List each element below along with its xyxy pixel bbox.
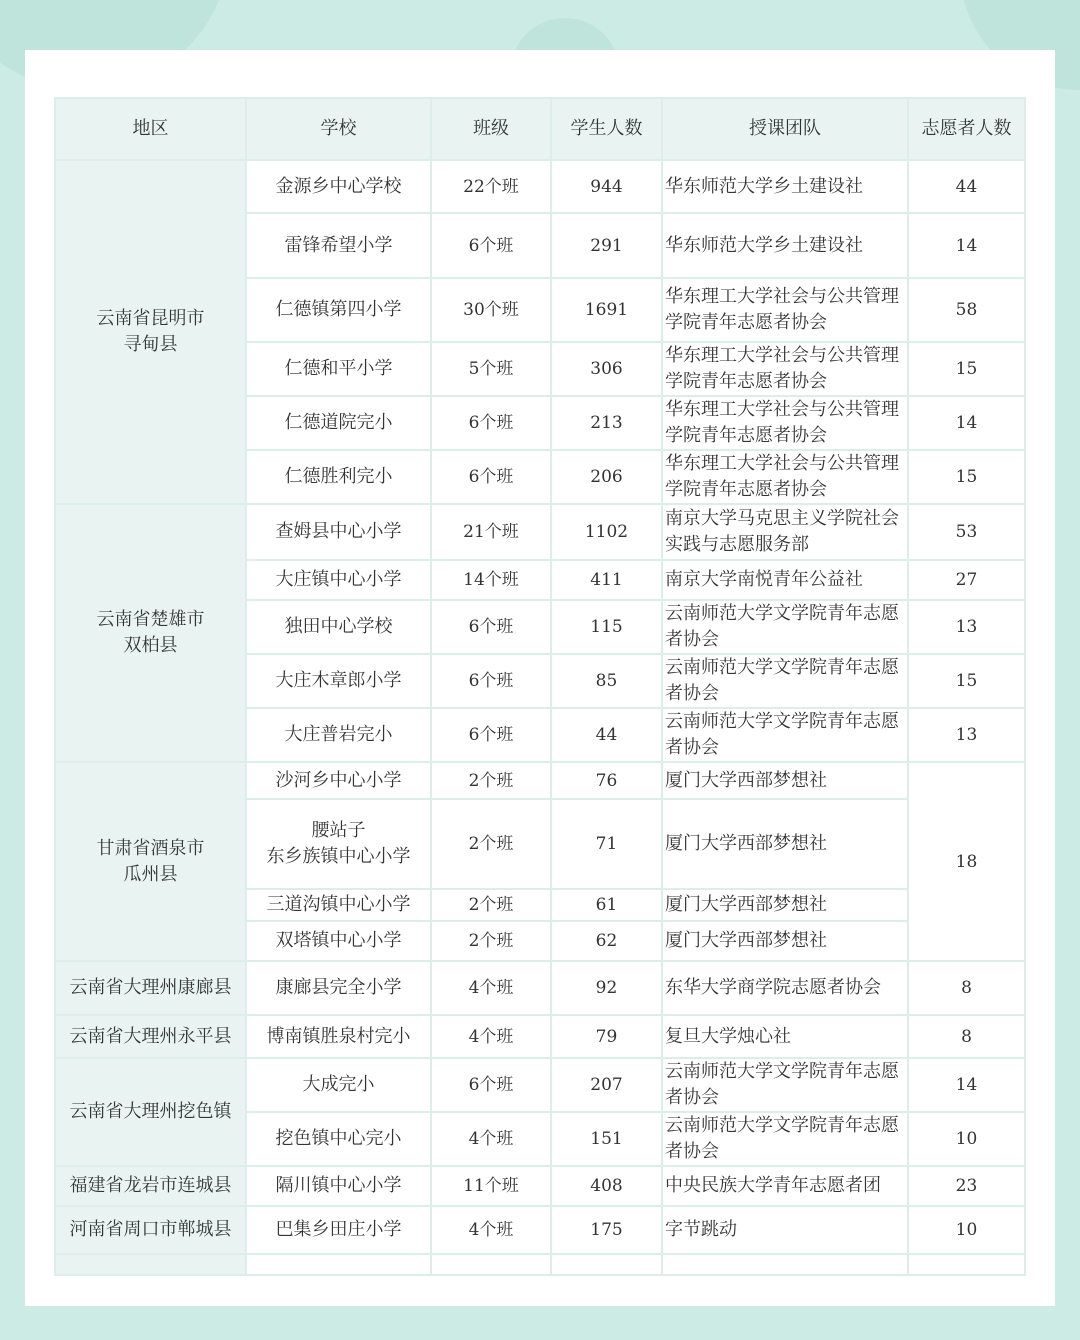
table-row [55,1166,1025,1206]
team-cell: 云南师范大学文学院青年志愿者协会 [662,708,908,762]
students-cell: 151 [551,1112,662,1166]
header-region: 地区 [55,98,246,160]
region-cell: 云南省大理州永平县 [55,1015,246,1058]
school-cell: 博南镇胜泉村完小 [246,1015,431,1058]
school-cell: 康廊县完全小学 [246,961,431,1015]
table-card [25,50,1055,1306]
team-cell: 东华大学商学院志愿者协会 [662,961,908,1015]
volunteers-cell: 14 [908,396,1025,450]
schools-table [54,97,1026,1276]
empty-cell [551,1254,662,1275]
volunteers-cell: 10 [908,1206,1025,1254]
school-cell: 大成完小 [246,1058,431,1112]
team-cell: 南京大学马克思主义学院社会实践与志愿服务部 [662,504,908,560]
table-row [55,160,1025,213]
volunteers-cell: 13 [908,708,1025,762]
volunteers-cell: 44 [908,160,1025,213]
students-cell: 1102 [551,504,662,560]
team-cell: 华东理工大学社会与公共管理学院青年志愿者协会 [662,450,908,504]
header-row [55,98,1025,160]
header-students: 学生人数 [551,98,662,160]
team-cell: 华东理工大学社会与公共管理学院青年志愿者协会 [662,342,908,396]
region-cell: 云南省楚雄市 双柏县 [55,504,246,762]
classes-cell: 22个班 [431,160,551,213]
school-cell: 三道沟镇中心小学 [246,889,431,921]
table-row [55,762,1025,799]
students-cell: 206 [551,450,662,504]
students-cell: 62 [551,921,662,961]
team-cell: 中央民族大学青年志愿者团 [662,1166,908,1206]
team-cell: 南京大学南悦青年公益社 [662,560,908,600]
students-cell: 71 [551,799,662,889]
volunteers-cell: 14 [908,1058,1025,1112]
region-cell: 甘肃省酒泉市 瓜州县 [55,762,246,961]
classes-cell: 14个班 [431,560,551,600]
empty-cell [662,1254,908,1275]
classes-cell: 6个班 [431,708,551,762]
region-cell: 云南省昆明市 寻甸县 [55,160,246,504]
volunteers-cell: 14 [908,213,1025,278]
students-cell: 213 [551,396,662,450]
school-cell: 双塔镇中心小学 [246,921,431,961]
students-cell: 291 [551,213,662,278]
school-cell: 挖色镇中心完小 [246,1112,431,1166]
empty-cell [246,1254,431,1275]
team-cell: 华东师范大学乡土建设社 [662,213,908,278]
empty-cell [431,1254,551,1275]
table-row [55,1206,1025,1254]
team-cell: 复旦大学烛心社 [662,1015,908,1058]
classes-cell: 6个班 [431,1058,551,1112]
table-row [55,504,1025,560]
volunteers-cell: 58 [908,278,1025,342]
volunteers-cell: 53 [908,504,1025,560]
team-cell: 厦门大学西部梦想社 [662,921,908,961]
school-cell: 大庄普岩完小 [246,708,431,762]
school-cell: 查姆县中心小学 [246,504,431,560]
school-cell: 沙河乡中心小学 [246,762,431,799]
volunteers-cell: 15 [908,654,1025,708]
classes-cell: 21个班 [431,504,551,560]
school-cell: 仁德道院完小 [246,396,431,450]
team-cell: 厦门大学西部梦想社 [662,799,908,889]
school-cell: 大庄木章郎小学 [246,654,431,708]
table-row [55,1058,1025,1112]
students-cell: 44 [551,708,662,762]
team-cell: 厦门大学西部梦想社 [662,889,908,921]
classes-cell: 4个班 [431,961,551,1015]
volunteers-cell: 18 [908,762,1025,961]
team-cell: 云南师范大学文学院青年志愿者协会 [662,600,908,654]
students-cell: 175 [551,1206,662,1254]
students-cell: 92 [551,961,662,1015]
volunteers-cell: 15 [908,342,1025,396]
region-cell: 河南省周口市郸城县 [55,1206,246,1254]
team-cell: 云南师范大学文学院青年志愿者协会 [662,1058,908,1112]
classes-cell: 6个班 [431,654,551,708]
students-cell: 306 [551,342,662,396]
classes-cell: 4个班 [431,1015,551,1058]
students-cell: 1691 [551,278,662,342]
classes-cell: 4个班 [431,1112,551,1166]
classes-cell: 2个班 [431,889,551,921]
classes-cell: 11个班 [431,1166,551,1206]
classes-cell: 4个班 [431,1206,551,1254]
classes-cell: 30个班 [431,278,551,342]
empty-cell [908,1254,1025,1275]
school-cell: 仁德镇第四小学 [246,278,431,342]
school-cell: 大庄镇中心小学 [246,560,431,600]
team-cell: 厦门大学西部梦想社 [662,762,908,799]
school-cell: 腰站子 东乡族镇中心小学 [246,799,431,889]
students-cell: 944 [551,160,662,213]
school-cell: 仁德胜利完小 [246,450,431,504]
students-cell: 115 [551,600,662,654]
team-cell: 字节跳动 [662,1206,908,1254]
team-cell: 华东理工大学社会与公共管理学院青年志愿者协会 [662,396,908,450]
region-cell: 云南省大理州挖色镇 [55,1058,246,1166]
students-cell: 76 [551,762,662,799]
empty-cell [55,1254,246,1275]
students-cell: 85 [551,654,662,708]
school-cell: 金源乡中心学校 [246,160,431,213]
classes-cell: 2个班 [431,921,551,961]
region-cell: 云南省大理州康廊县 [55,961,246,1015]
school-cell: 独田中心学校 [246,600,431,654]
students-cell: 411 [551,560,662,600]
header-volunteers: 志愿者人数 [908,98,1025,160]
volunteers-cell: 15 [908,450,1025,504]
classes-cell: 6个班 [431,396,551,450]
school-cell: 雷锋希望小学 [246,213,431,278]
classes-cell: 5个班 [431,342,551,396]
students-cell: 61 [551,889,662,921]
volunteers-cell: 27 [908,560,1025,600]
school-cell: 仁德和平小学 [246,342,431,396]
school-cell: 隔川镇中心小学 [246,1166,431,1206]
students-cell: 79 [551,1015,662,1058]
header-school: 学校 [246,98,431,160]
school-cell: 巴集乡田庄小学 [246,1206,431,1254]
volunteers-cell: 10 [908,1112,1025,1166]
team-cell: 华东师范大学乡土建设社 [662,160,908,213]
team-cell: 云南师范大学文学院青年志愿者协会 [662,1112,908,1166]
classes-cell: 6个班 [431,213,551,278]
students-cell: 408 [551,1166,662,1206]
empty-row [55,1254,1025,1275]
classes-cell: 2个班 [431,799,551,889]
volunteers-cell: 8 [908,1015,1025,1058]
header-team: 授课团队 [662,98,908,160]
volunteers-cell: 8 [908,961,1025,1015]
classes-cell: 2个班 [431,762,551,799]
team-cell: 云南师范大学文学院青年志愿者协会 [662,654,908,708]
classes-cell: 6个班 [431,600,551,654]
region-cell: 福建省龙岩市连城县 [55,1166,246,1206]
volunteers-cell: 13 [908,600,1025,654]
classes-cell: 6个班 [431,450,551,504]
team-cell: 华东理工大学社会与公共管理学院青年志愿者协会 [662,278,908,342]
students-cell: 207 [551,1058,662,1112]
table-row [55,961,1025,1015]
table-row [55,1015,1025,1058]
volunteers-cell: 23 [908,1166,1025,1206]
header-classes: 班级 [431,98,551,160]
